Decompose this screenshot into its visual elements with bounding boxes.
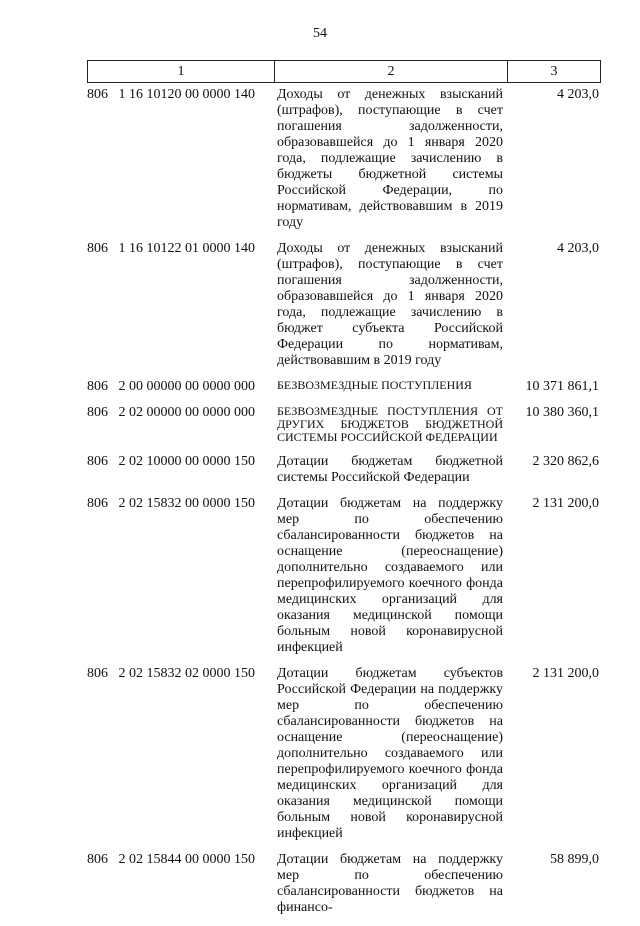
column-3-number: 3 xyxy=(508,61,601,83)
table-row xyxy=(87,241,601,369)
admin-code: 806 xyxy=(87,379,108,394)
budget-classification-code: 2 00 00000 00 0000 000 xyxy=(118,379,255,394)
admin-code: 806 xyxy=(87,666,108,681)
admin-code: 806 xyxy=(87,496,108,511)
row-description: Дотации бюджетам на поддержку мер по обеспечению сбалансированности бюджетов на финансо- xyxy=(277,852,503,915)
budget-classification-code: 2 02 10000 00 0000 150 xyxy=(118,454,255,469)
row-code xyxy=(87,496,273,512)
row-amount: 10 380 360,1 xyxy=(525,405,599,420)
row-code xyxy=(87,379,273,395)
row-amount: 58 899,0 xyxy=(550,852,599,867)
row-code xyxy=(87,241,273,257)
admin-code: 806 xyxy=(87,454,108,469)
row-description: БЕЗВОЗМЕЗДНЫЕ ПОСТУПЛЕНИЯ ОТ ДРУГИХ БЮДЖЕТОВ БЮДЖЕТНОЙ СИСТЕМЫ РОССИЙСКОЙ ФЕДЕРАЦИИ xyxy=(277,404,503,444)
table-row xyxy=(87,379,601,395)
row-code xyxy=(87,87,273,103)
table-row xyxy=(87,454,601,486)
table-row xyxy=(87,405,601,444)
column-number-header xyxy=(87,60,601,83)
budget-classification-code: 2 02 00000 00 0000 000 xyxy=(118,405,255,420)
row-amount: 4 203,0 xyxy=(557,241,599,256)
row-amount: 10 371 861,1 xyxy=(525,379,599,394)
budget-classification-code: 1 16 10122 01 0000 140 xyxy=(118,241,255,256)
row-code xyxy=(87,454,273,470)
row-description: Дотации бюджетам на поддержку мер по обеспечению сбалансированности бюджетов на оснащение (переоснащение) дополнительно создаваемого или перепрофилируемого коечного фонда медицинских организаций для оказания медицинской помощи больным новой коронавирусной инфекцией xyxy=(277,496,503,655)
budget-table-body xyxy=(87,87,601,926)
row-code xyxy=(87,666,273,682)
row-code xyxy=(87,405,273,421)
table-row xyxy=(87,852,601,916)
admin-code: 806 xyxy=(87,405,108,420)
table-row xyxy=(87,666,601,842)
column-2-number: 2 xyxy=(275,61,508,83)
table-row xyxy=(87,87,601,231)
budget-classification-code: 2 02 15832 02 0000 150 xyxy=(118,666,255,681)
budget-classification-code: 2 02 15844 00 0000 150 xyxy=(118,852,255,867)
table-row xyxy=(87,496,601,656)
row-amount: 4 203,0 xyxy=(557,87,599,102)
row-amount: 2 131 200,0 xyxy=(532,496,599,511)
row-description: Дотации бюджетам субъектов Российской Федерации на поддержку мер по обеспечению сбалансированности бюджетов на оснащение (переоснащение) дополнительно создаваемого или перепрофилируемого коечного фонда медицинских организаций для оказания медицинской помощи больным новой коронавирусной инфекцией xyxy=(277,666,503,841)
row-code xyxy=(87,852,273,868)
budget-classification-code: 1 16 10120 00 0000 140 xyxy=(118,87,255,102)
admin-code: 806 xyxy=(87,852,108,867)
row-description: Доходы от денежных взысканий (штрафов), поступающие в счет погашения задолженности, образовавшейся до 1 января 2020 года, подлежащие зачислению в бюджет субъекта Российской Федерации по нормативам, действовавшим в 2019 году xyxy=(277,241,503,368)
row-amount: 2 131 200,0 xyxy=(532,666,599,681)
column-1-number: 1 xyxy=(88,61,275,83)
admin-code: 806 xyxy=(87,87,108,102)
row-description: Дотации бюджетам бюджетной системы Российской Федерации xyxy=(277,454,503,485)
admin-code: 806 xyxy=(87,241,108,256)
row-amount: 2 320 862,6 xyxy=(532,454,599,469)
row-description: Доходы от денежных взысканий (штрафов), поступающие в счет погашения задолженности, образовавшейся до 1 января 2020 года, подлежащие зачислению в бюджеты бюджетной системы Российской Федерации, по нормативам, действовавшим в 2019 году xyxy=(277,87,503,230)
budget-classification-code: 2 02 15832 00 0000 150 xyxy=(118,496,255,511)
row-description: БЕЗВОЗМЕЗДНЫЕ ПОСТУПЛЕНИЯ xyxy=(277,378,472,392)
page-number: 54 xyxy=(313,26,327,41)
